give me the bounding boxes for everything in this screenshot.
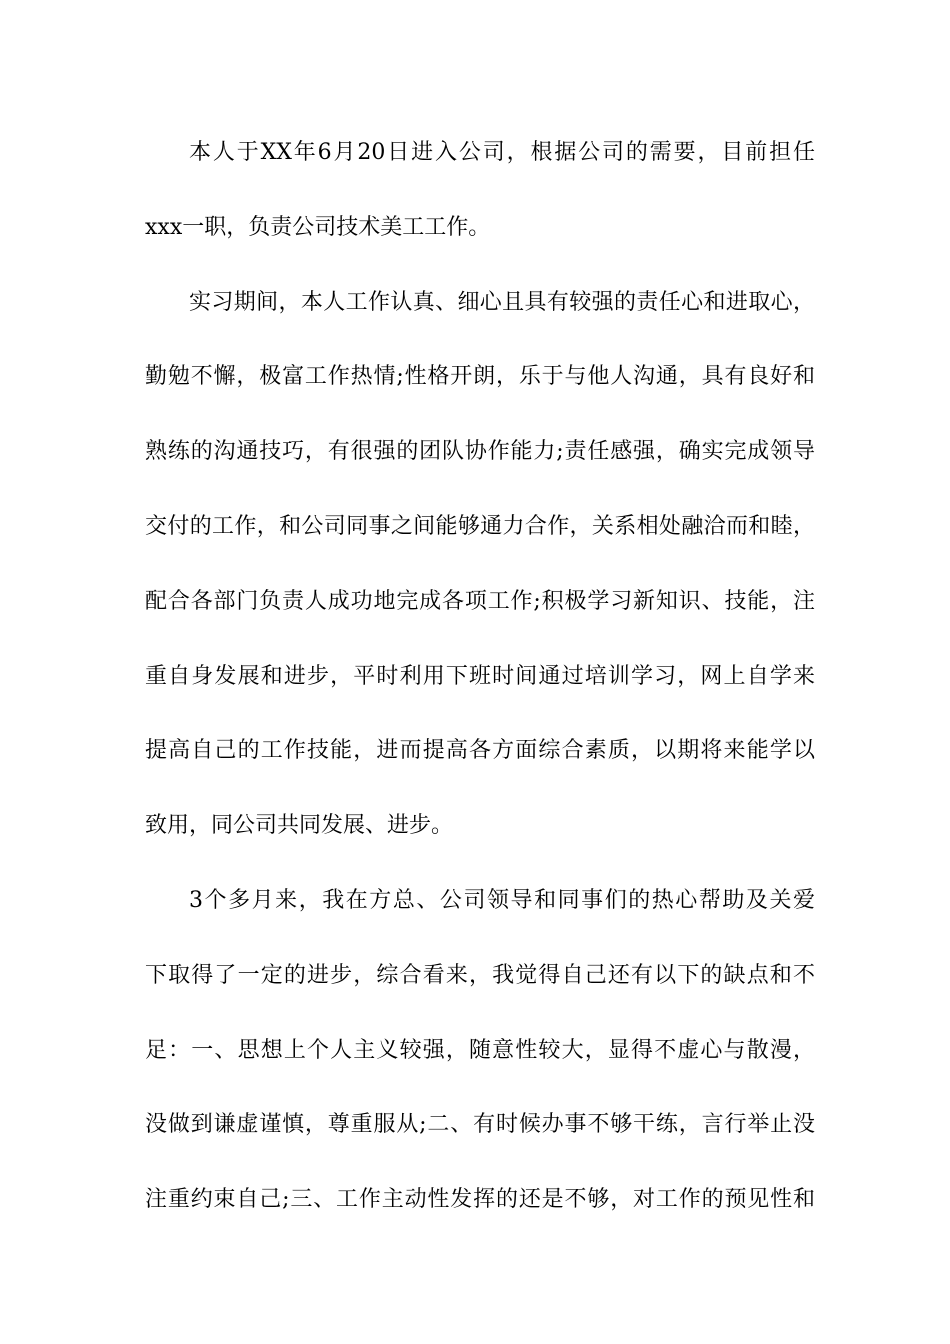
text-line: 实习期间，本人工作认真、细心且具有较强的责任心和进取心，: [189, 289, 815, 315]
text-line: 致用，同公司共同发展、进步。: [145, 813, 454, 839]
text-line: 熟练的沟通技巧，有很强的团队协作能力;责任感强，确实完成领导: [145, 439, 815, 465]
text-line: 3个多月来，我在方总、公司领导和同事们的热心帮助及关爱: [189, 887, 815, 913]
text-line: 注重约束自己;三、工作主动性发挥的还是不够，对工作的预见性和: [145, 1187, 815, 1213]
text-line: 配合各部门负责人成功地完成各项工作;积极学习新知识、技能，注: [145, 588, 815, 614]
text-line: 足：一、思想上个人主义较强，随意性较大，显得不虚心与散漫，: [145, 1037, 815, 1063]
text-line: 重自身发展和进步，平时利用下班时间通过培训学习，网上自学来: [145, 663, 815, 689]
text-line: 本人于XX年6月20日进入公司，根据公司的需要，目前担任: [189, 140, 815, 165]
text-line: xxx一职，负责公司技术美工工作。: [145, 214, 491, 240]
text-line: 勤勉不懈，极富工作热情;性格开朗，乐于与他人沟通，具有良好和: [145, 364, 815, 390]
text-line: 下取得了一定的进步，综合看来，我觉得自己还有以下的缺点和不: [145, 962, 815, 988]
text-line: 交付的工作，和公司同事之间能够通力合作，关系相处融洽而和睦，: [145, 513, 815, 539]
text-line: 没做到谦虚谨慎，尊重服从;二、有时候办事不够干练，言行举止没: [145, 1112, 815, 1138]
text-line: 提高自己的工作技能，进而提高各方面综合素质，以期将来能学以: [145, 738, 815, 764]
document-body: [145, 127, 815, 1249]
